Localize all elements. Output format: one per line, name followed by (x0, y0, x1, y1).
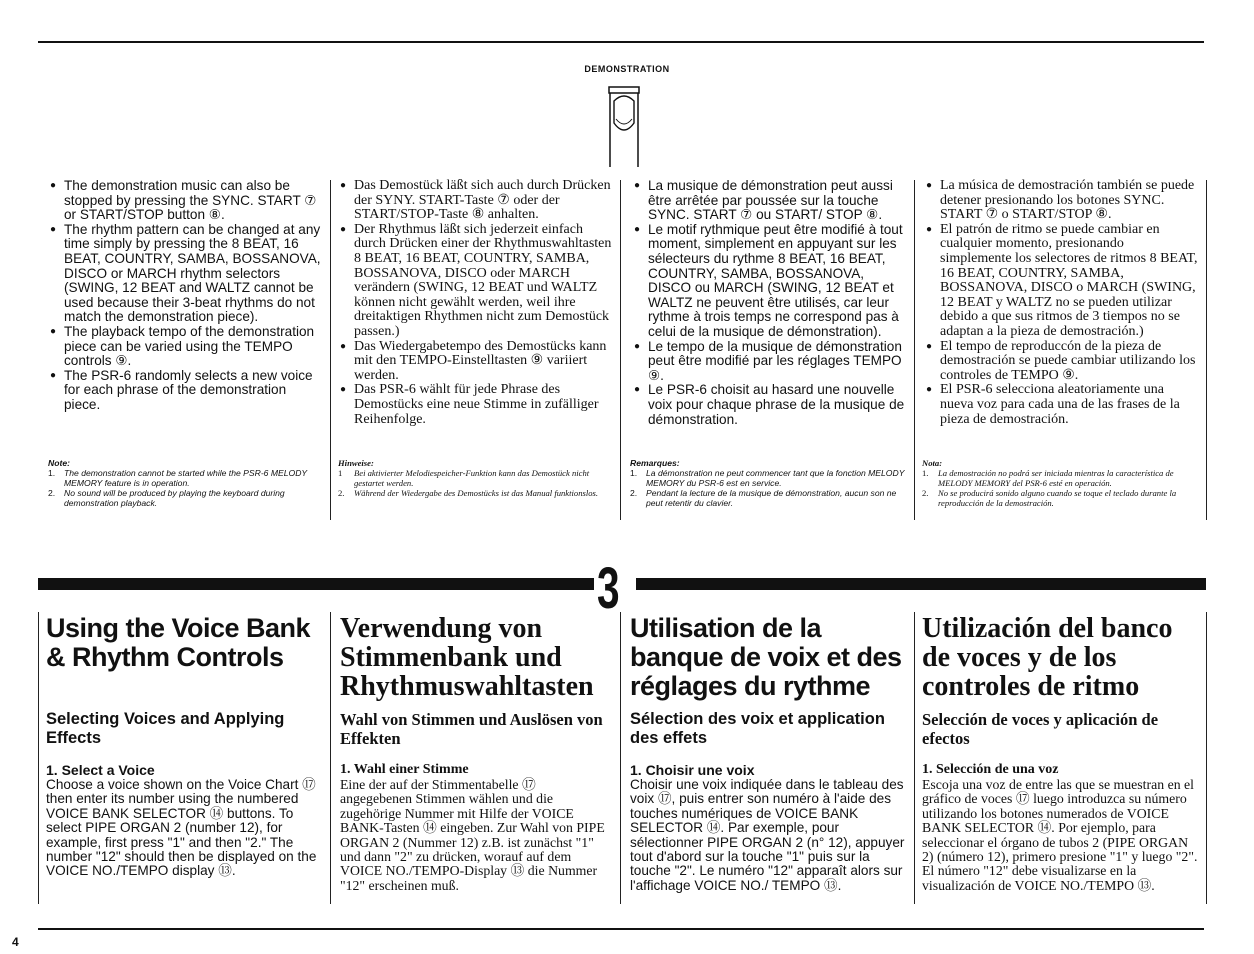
list-item: ● The demonstration music can also be stopped by pressing the SYNC. START ⑦ or START/STOP button ⑧. (50, 179, 326, 223)
list-item: ● El tempo de reproduccón de la pieza de demostración se puede cambiar utilizando los controles de TEMPO ⑨. (926, 340, 1198, 384)
demo-notes-fr (630, 458, 908, 508)
note-item: 1. La demostración no podrá ser iniciada mientras la característica de MELODY MEMORY del PSR-6 esté en operación. (922, 468, 1174, 488)
list-item: ● La música de demostración también se puede detener presionando los botones SYNC. START ⑦ o START/STOP ⑧. (926, 179, 1198, 223)
column-divider (620, 612, 621, 904)
list-item: ● La musique de démonstration peut aussi être arrêtée par poussée sur la touche SYNC. START ⑦ ou START/ STOP ⑧. (634, 179, 908, 223)
demo-column-en (50, 179, 326, 413)
chapter-number: 3 (597, 556, 620, 621)
chapter-bar-right (636, 578, 1206, 590)
step-body-fr: Choisir une voix indiquée dans le tableau des voix ⑰, puis entrer son numéro à l'aide des touches numériques de VOICE BANK SELECTOR ⑭. Par exemple, pour sélectionner PIPE ORGAN 2 (n° 12), appuyer tout d'abord sur la touche "1" puis sur la touche "2". Le numéro "12" apparaît alors sur l'affichage VOICE NO./ TEMPO ⑬. (630, 777, 905, 893)
section-title-de: Verwendung von Stimmenbank und Rhythmuswahltasten (340, 613, 594, 702)
list-item: ● Das Wiedergabetempo des Demostücks kann mit den TEMPO-Einstelltasten ⑨ variiert werden. (340, 340, 614, 384)
step-body-en: Choose a voice shown on the Voice Chart ⑰ then enter its number using the numbered VOICE BANK SELECTOR ⑭ buttons. To select PIPE ORGAN 2 (number 12), for example, first press "1" and then "2." The number "12" should then be displayed on the VOICE NO./TEMPO display ⑬. (46, 777, 317, 879)
demo-column-fr (634, 179, 908, 427)
note-item: 1. La démonstration ne peut commencer tant que la fonction MELODY MEMORY du PSR-6 est en service. (630, 468, 905, 488)
section-subtitle-de: Wahl von Stimmen und Auslösen von Effekten (340, 710, 603, 748)
column-divider (620, 180, 621, 520)
bottom-rule (38, 928, 1204, 930)
column-divider (330, 612, 331, 904)
note-item: 2. No sound will be produced by playing the keyboard during demonstration playback. (48, 488, 285, 508)
demo-notes-de (338, 458, 604, 498)
list-item: ● Das PSR-6 wählt für jede Phrase des Demostücks eine neue Stimme in zufälliger Reihenfolge. (340, 383, 614, 427)
list-item: ● Das Demostück läßt sich auch durch Drücken der SYNY. START-Taste ⑦ oder der START/STOP-Taste ⑧ anhalten. (340, 179, 614, 223)
list-item: ● Le motif rythmique peut être modifié à tout moment, simplement en appuyant sur les sélecteurs du rythme 8 BEAT, 16 BEAT, COUNTRY, SAMBA, BOSSANOVA, DISCO ou MARCH (SWING, 12 BEAT et WALTZ ne peuvent être utilisés, car leur rythme à trois temps ne correspond pas à celui de la musique de démonstration). (634, 223, 908, 340)
demo-column-de (340, 179, 614, 427)
column-divider (914, 180, 915, 520)
note-item: 2. Pendant la lecture de la musique de démonstration, aucun son ne peut retentir du clavier. (630, 488, 897, 508)
step-heading-es: 1. Selección de una voz (922, 762, 1059, 777)
note-heading: Nota: (922, 458, 943, 468)
top-rule (38, 41, 1204, 43)
section-title-es: Utilización del banco de voces y de los controles de ritmo (922, 613, 1173, 702)
note-item: 1. The demonstration cannot be started while the PSR-6 MELODY MEMORY feature is in operation. (48, 468, 307, 488)
note-heading: Hinweise: (338, 458, 374, 468)
finger-press-icon (604, 85, 644, 169)
section-subtitle-en: Selecting Voices and Applying Effects (46, 710, 285, 747)
demo-notes-es (922, 458, 1198, 508)
column-divider (1206, 180, 1207, 520)
list-item: ● Le PSR-6 choisit au hasard une nouvelle voix pour chaque phrase de la musique de démonstration. (634, 383, 908, 427)
demo-notes-en (48, 458, 320, 508)
column-divider (914, 612, 915, 904)
step-body-de: Eine der auf der Stimmentabelle ⑰ angegebenen Stimmen wählen und die zugehörige Nummer mit Hilfe der VOICE BANK-Tasten ⑭ eingeben. Zur Wahl von PIPE ORGAN 2 (Nummer 12) z.B. ist zunächst "1" und dann "2" zu drücken, worauf auf dem VOICE NO./TEMPO-Display ⑬ die Nummer "12" erscheinen muß. (340, 777, 605, 893)
column-divider (1206, 612, 1207, 904)
list-item: ● The playback tempo of the demonstration piece can be varied using the TEMPO controls ⑨. (50, 325, 326, 369)
note-item: 2. Während der Wiedergabe des Demostücks ist das Manual funktionslos. (338, 488, 599, 498)
list-item: ● El patrón de ritmo se puede cambiar en cualquier momento, presionando simplemente los selectores de ritmos 8 BEAT, 16 BEAT, COUNTRY, SAMBA, BOSSANOVA, DISCO o MARCH (SWING, 12 BEAT y WALTZ no se pueden utilizar debido a que sus ritmos de 3 tiempos no se adaptan a la pieza de demostración.) (926, 223, 1198, 340)
column-divider (38, 612, 39, 904)
section-title-en: Using the Voice Bank & Rhythm Controls (46, 613, 311, 672)
section-title-fr: Utilisation de la banque de voix et des réglages du rythme (630, 613, 902, 701)
demo-column-es (926, 179, 1198, 427)
list-item: ● The rhythm pattern can be changed at any time simply by pressing the 8 BEAT, 16 BEAT, COUNTRY, SAMBA, BOSSANOVA, DISCO or MARCH rhythm selectors (SWING, 12 BEAT and WALTZ cannot be used because their 3-beat rhythms do not match the demonstration piece). (50, 223, 326, 325)
step-heading-de: 1. Wahl einer Stimme (340, 762, 469, 777)
note-item: 2. No se producirá sonido alguno cuando se toque el teclado durante la reproducción de la demostración. (922, 488, 1177, 508)
note-item: 1 Bei aktivierter Melodiespeicher-Funktion kann das Demostück nicht gestartet werden. (338, 468, 590, 488)
list-item: ● The PSR-6 randomly selects a new voice for each phrase of the demonstration piece. (50, 369, 326, 413)
note-heading: Remarques: (630, 458, 680, 468)
step-heading-en: 1. Select a Voice (46, 762, 155, 778)
column-divider (330, 180, 331, 520)
step-heading-fr: 1. Choisir une voix (630, 762, 755, 778)
section-subtitle-fr: Sélection des voix et application des effets (630, 710, 885, 747)
note-heading: Note: (48, 458, 70, 468)
section-label: DEMONSTRATION (584, 64, 670, 74)
chapter-bar-left (38, 578, 594, 590)
step-body-es: Escoja una voz de entre las que se muestran en el gráfico de voces ⑰ luego introduzca su número utilizando los botones numerados de VOICE BANK SELECTOR ⑭. Por ejemplo, para seleccionar el órgano de tubos 2 (PIPE ORGAN 2) (número 12), primero presione "1" y luego "2". El número "12" debe visualizarse en la visualización de VOICE NO./TEMPO ⑬. (922, 777, 1198, 893)
list-item: ● El PSR-6 selecciona aleatoriamente una nueva voz para cada una de las frases de la pieza de demostración. (926, 383, 1198, 427)
page-number: 4 (12, 935, 19, 949)
list-item: ● Le tempo de la musique de démonstration peut être modifié par les réglages TEMPO ⑨. (634, 340, 908, 384)
list-item: ● Der Rhythmus läßt sich jederzeit einfach durch Drücken einer der Rhythmuswahltasten 8 BEAT, 16 BEAT, COUNTRY, SAMBA, BOSSANOVA, DISCO oder MARCH verändern (SWING, 12 BEAT und WALTZ können nicht gewählt werden, weil ihre dreitaktigen Rhythmen nicht zum Demostück passen.) (340, 223, 614, 340)
section-subtitle-es: Selección de voces y aplicación de efectos (922, 710, 1159, 748)
